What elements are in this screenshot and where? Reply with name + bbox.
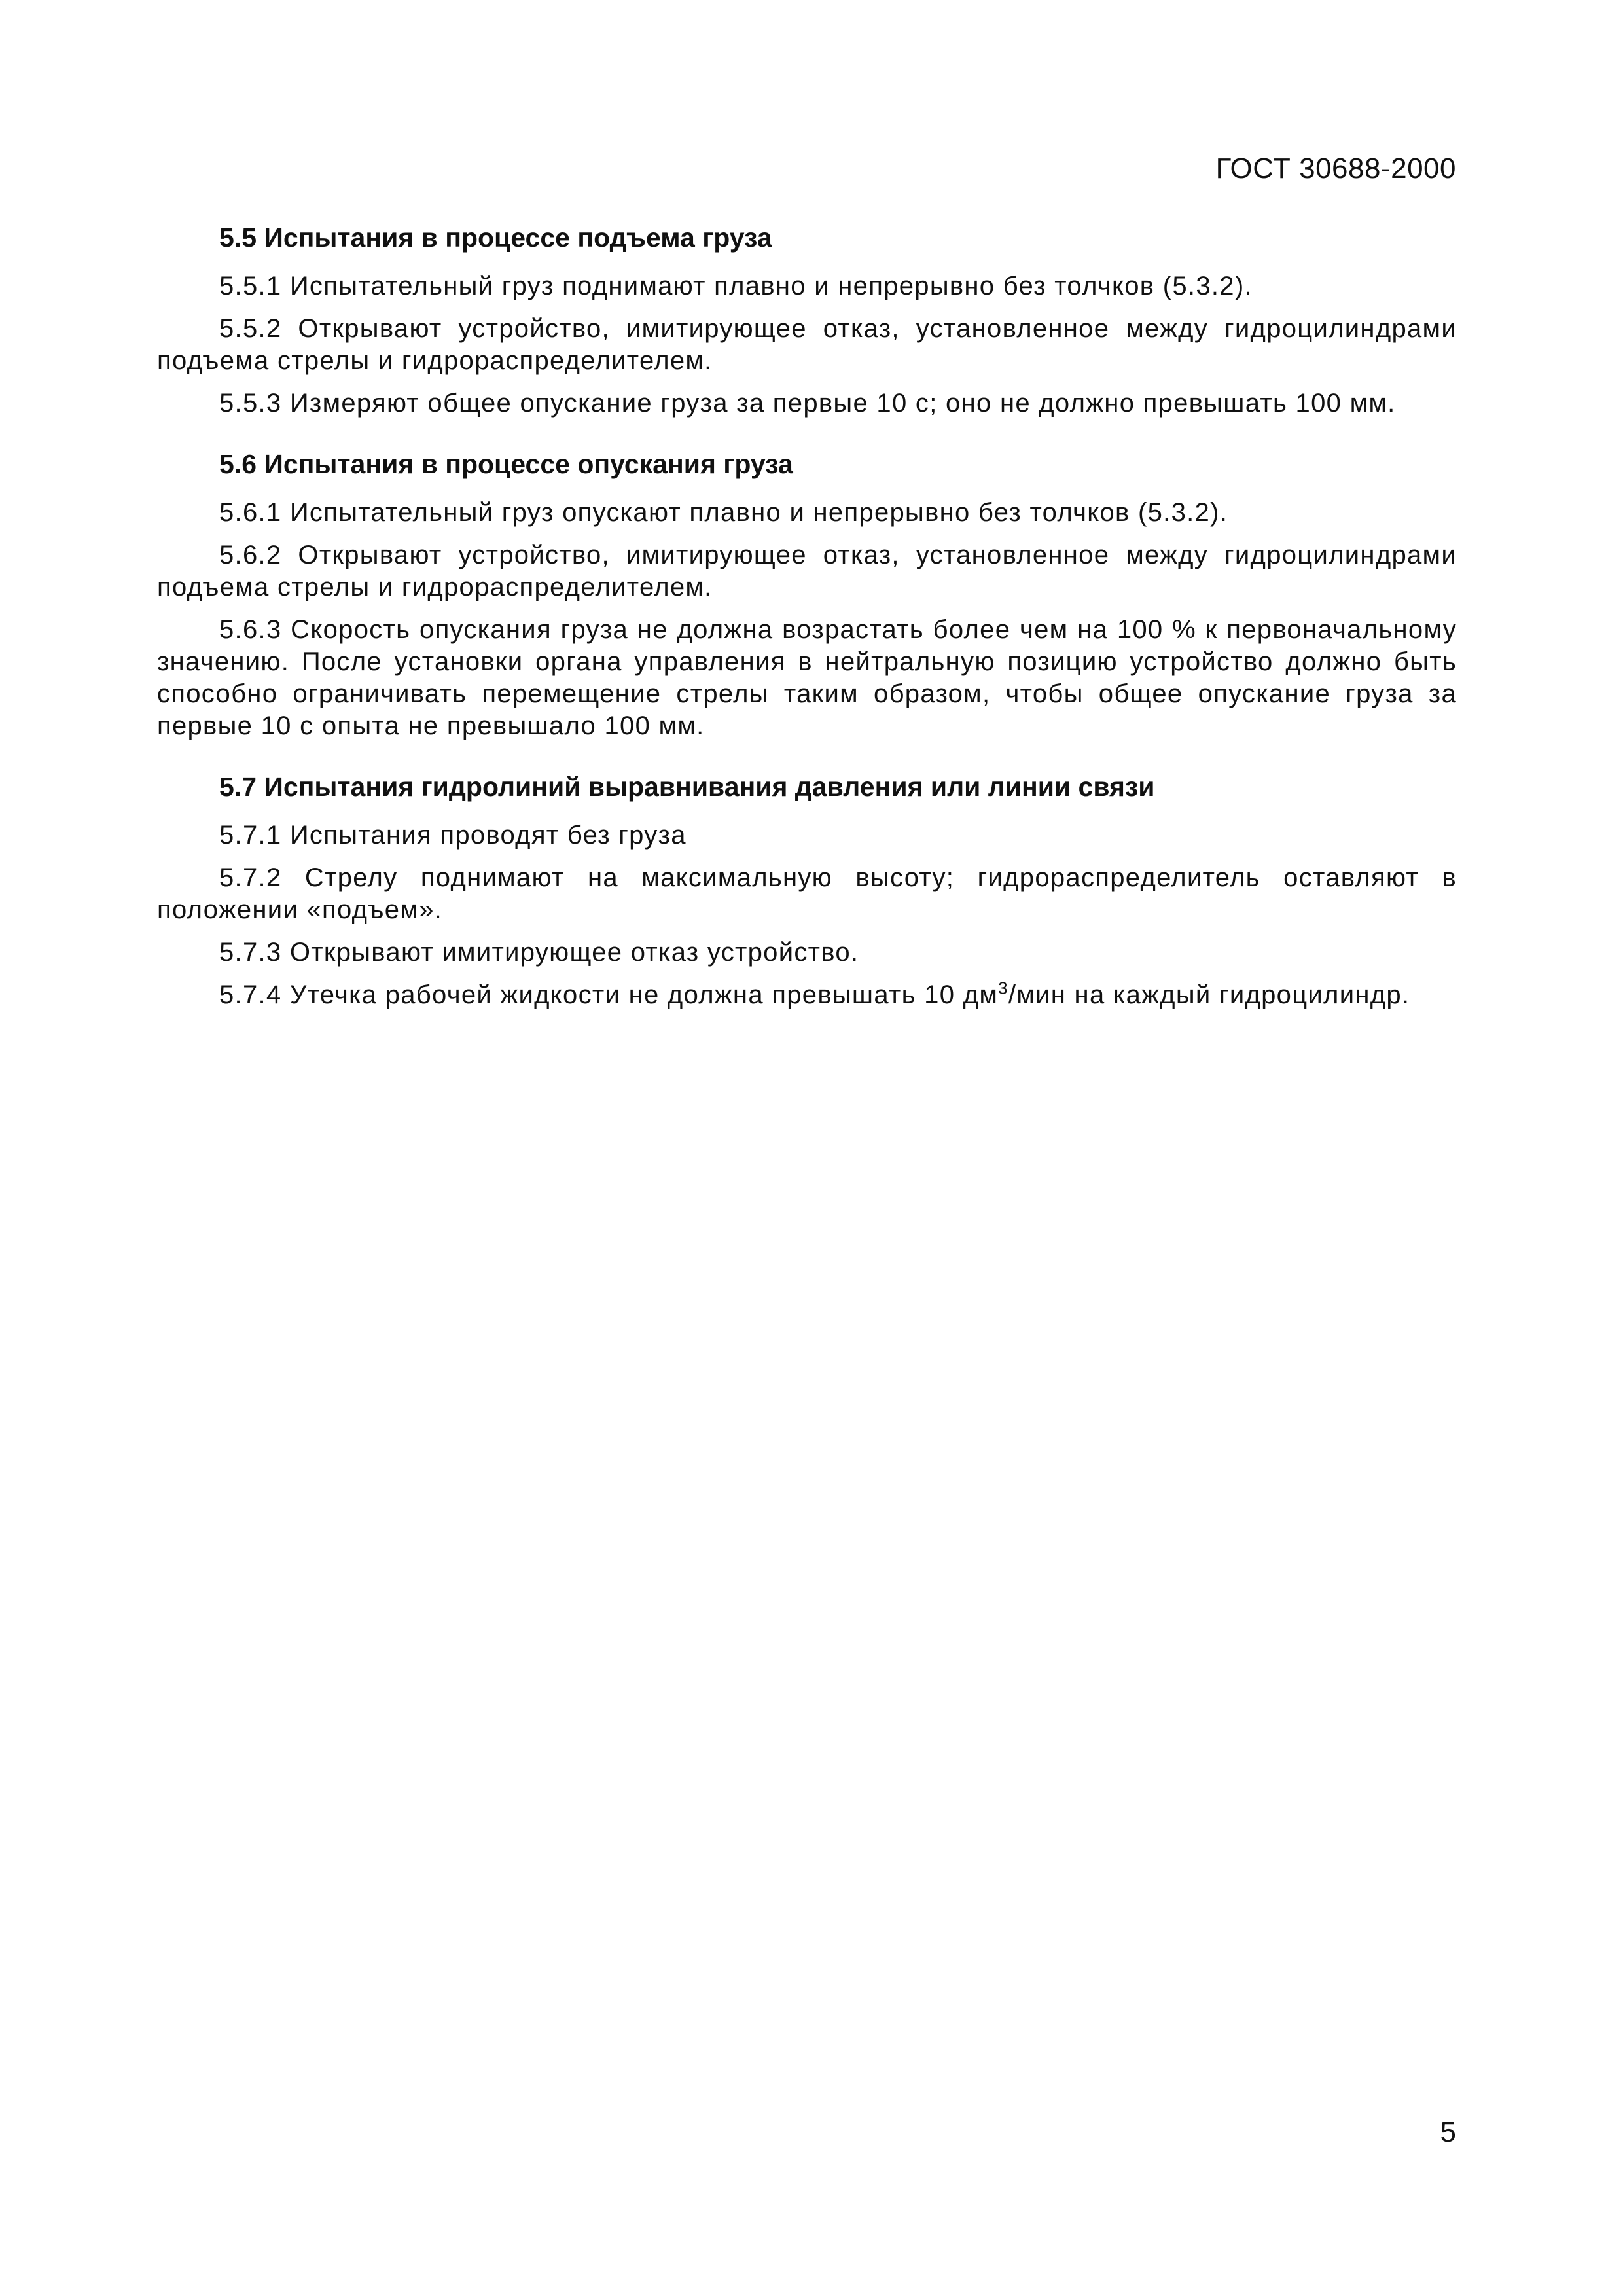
paragraph: 5.6.2 Открывают устройство, имитирующее отказ, установленное между гидроцилиндрами подъема стрелы и гидрораспределителем.: [157, 541, 1457, 601]
paragraph: 5.7.3 Открывают имитирующее отказ устройство.: [219, 938, 859, 967]
paragraph: [157, 979, 1457, 1011]
paragraph-text: /мин на каждый гидроцилиндр.: [1008, 980, 1410, 1009]
document-id: ГОСТ 30688-2000: [1215, 152, 1456, 185]
section-5-5: [157, 219, 1457, 420]
section-title: 5.7 Испытания гидролиний выравнивания давления или линии связи: [219, 772, 1155, 802]
section-5-7: [157, 768, 1457, 1011]
section-5-6: [157, 446, 1457, 742]
paragraph: 5.5.3 Измеряют общее опускание груза за первые 10 с; оно не должно превышать 100 мм.: [219, 389, 1396, 418]
superscript: 3: [998, 978, 1008, 998]
paragraph: 5.6.3 Скорость опускания груза не должна возрастать более чем на 100 % к первоначальному значению. После установки органа управления в нейтральную позицию устройство должно быть способно ограничивать перемещение стрелы таким образом, чтобы общее опускание груза за первые 10 с опыта не превышало 100 мм.: [157, 615, 1457, 740]
paragraph: 5.6.1 Испытательный груз опускают плавно и непрерывно без толчков (5.3.2).: [219, 498, 1228, 527]
paragraph: 5.5.1 Испытательный груз поднимают плавно и непрерывно без толчков (5.3.2).: [219, 272, 1253, 300]
section-title: 5.6 Испытания в процессе опускания груза: [219, 449, 793, 479]
paragraph: 5.7.1 Испытания проводят без груза: [219, 821, 687, 850]
paragraph: 5.7.2 Стрелу поднимают на максимальную высоту; гидрораспределитель оставляют в положении «подъем».: [157, 863, 1457, 924]
document-body: [157, 219, 1457, 1022]
paragraph-text: 5.7.4 Утечка рабочей жидкости не должна превышать 10 дм: [219, 980, 999, 1009]
paragraph: 5.5.2 Открывают устройство, имитирующее отказ, установленное между гидроцилиндрами подъема стрелы и гидрораспределителем.: [157, 314, 1457, 375]
section-title: 5.5 Испытания в процессе подъема груза: [219, 223, 772, 253]
page-number: 5: [1440, 2116, 1456, 2148]
